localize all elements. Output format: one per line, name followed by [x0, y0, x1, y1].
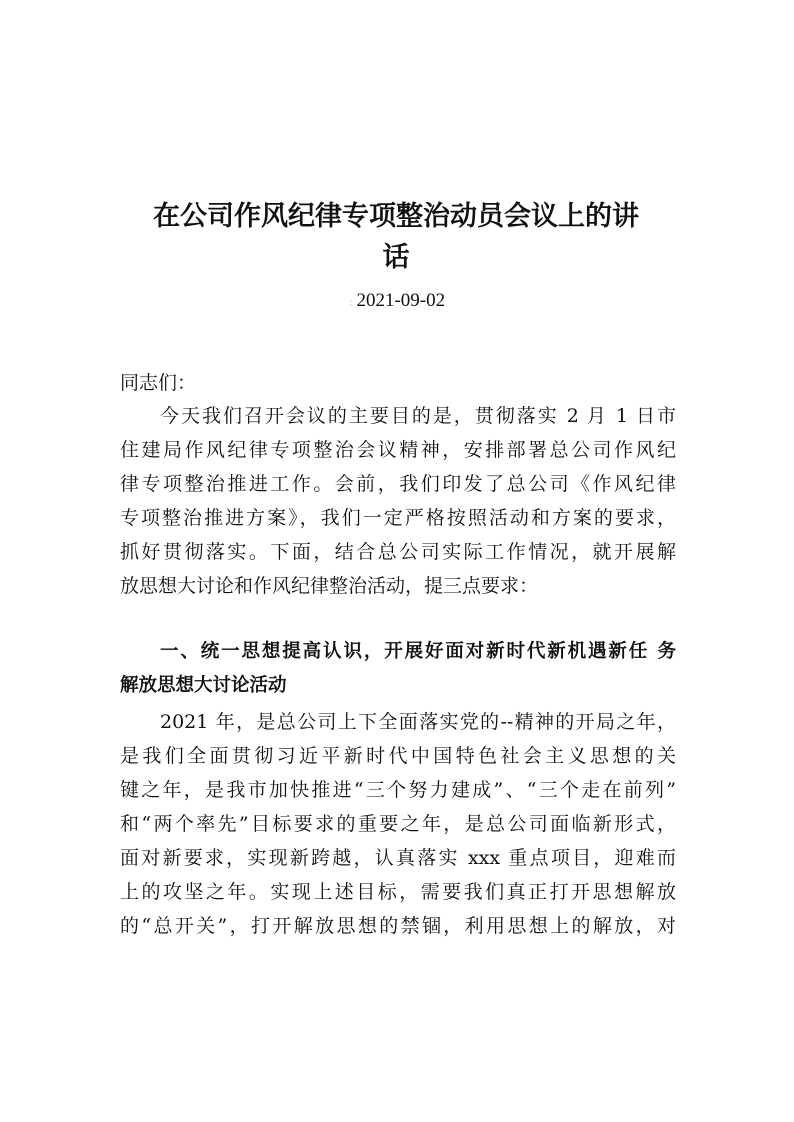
document-title-line-2: 话: [382, 242, 410, 273]
paragraph-2-line-1: 2021 年，是总公司上下全面落实党的--精神的开局之年，: [160, 711, 676, 733]
document-date-row: [0, 289, 794, 314]
paragraph-1-line-4: 专项整治推进方案》，我们一定严格按照活动和方案的要求，: [120, 507, 676, 529]
paragraph-2-line-6: 上的攻坚之年。实现上述目标，需要我们真正打开思想解放: [120, 881, 676, 903]
paragraph-1-line-2: 住建局作风纪律专项整治会议精神，安排部署总公司作风纪: [120, 439, 676, 461]
document-title-line-1: 在公司作风纪律专项整治动员会议上的讲: [153, 201, 639, 232]
paragraph-1-line-5: 抓好贯彻落实。下面，结合总公司实际工作情况，就开展解: [120, 541, 676, 563]
greeting: 同志们：: [120, 372, 197, 394]
paragraph-2-line-7: 的“总开关”，打开解放思想的禁锢，利用思想上的解放，对: [120, 915, 676, 937]
paragraph-2-line-2: 是我们全面贯彻习近平新时代中国特色社会主义思想的关: [120, 745, 676, 767]
date-separator-mark: :: [348, 294, 353, 309]
document-date: 2021-09-02: [356, 290, 446, 311]
section-heading-1-line-1: 一、统一思想提高认识，开展好面对新时代新机遇新任 务: [160, 641, 676, 662]
paragraph-2-line-4: 和“两个率先”目标要求的重要之年，是总公司面临新形式，: [120, 813, 676, 835]
paragraph-1-line-6: 放思想大讨论和作风纪律整治活动，提三点要求：: [120, 575, 539, 597]
section-heading-1-line-2: 解放思想大讨论活动: [120, 675, 287, 696]
paragraph-1-line-3: 律专项整治推进工作。会前，我们印发了总公司《作风纪律: [120, 473, 676, 495]
paragraph-1-line-1: 今天我们召开会议的主要目的是，贯彻落实 2 月 1 日市: [160, 405, 676, 427]
paragraph-2-line-3: 键之年，是我市加快推进“三个努力建成”、“三个走在前列”: [120, 779, 676, 801]
paragraph-2-line-5: 面对新要求，实现新跨越，认真落实 xxx 重点项目，迎难而: [120, 847, 676, 869]
